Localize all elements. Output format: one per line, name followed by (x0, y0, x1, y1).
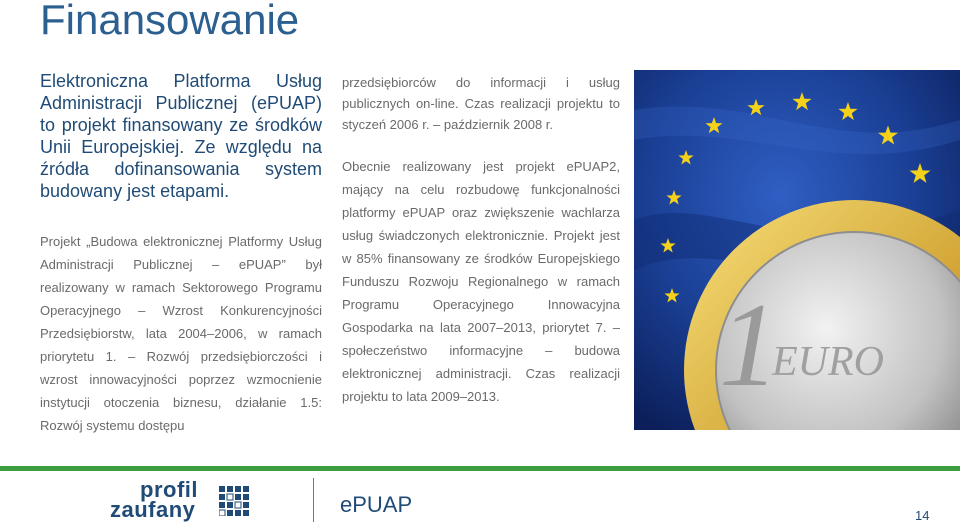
coin-word: EURO (772, 339, 884, 385)
coin-numeral: 1 (719, 278, 779, 411)
euro-coin-photo (634, 70, 960, 430)
pixel-grid-icon (219, 486, 249, 516)
logo-text-line2: zaufany (110, 497, 196, 522)
body-paragraph-continued: przedsiębiorców do informacji i usług publicznych on-line. Czas realizacji projektu to styczeń 2006 r. – październik 2008 r. (342, 75, 620, 132)
page-title: Finansowanie (40, 0, 300, 43)
eu-flag-illustration (634, 70, 960, 430)
footer-epuap-label: ePUAP (340, 492, 413, 517)
footer-vertical-divider (313, 478, 314, 522)
logo-text-line1: profil (140, 477, 198, 502)
body-paragraph-epuap2: Obecnie realizowany jest projekt ePUAP2, mający na celu rozbudowę funkcjonalności platformy ePUAP oraz zwiększenie wachlarza usług świadczonych elektronicznie. Projekt jest w 85% finansowany ze środków Europejskiego Funduszu Rozwoju Regionalnego w ramach Programu Operacyjnego Innowacyjna Gospodarka na lata 2007–2013, priorytet 7. – społeczeństwo informacyjne – budowa elektronicznej administracji. Czas realizacji projektu to lata 2009–2013. (342, 159, 620, 404)
profil-zaufany-logo[interactable] (110, 477, 250, 526)
body-text-left: Projekt „Budowa elektronicznej Platformy Usług Administracji Publicznej – ePUAP” był realizowany w ramach Sektorowego Programu Operacyjnego – Wzrost Konkurencyjności Przedsiębiorstw, lata 2004–2006, w ramach priorytetu 1. – Rozwój przedsiębiorczości i wzrost innowacyjności poprzez wzmocnienie instytucji otoczenia biznesu, działanie 1.5: Rozwój systemu dostępu (40, 234, 322, 433)
page-number: 14 (915, 508, 930, 523)
footer-divider-line (0, 466, 960, 471)
lead-paragraph: Elektroniczna Platforma Usług Administracji Publicznej (ePUAP) to projekt finansowany ze środków Unii Europejskiej. Ze względu na źródła dofinansowania system budowany jest etapami. (40, 71, 322, 201)
body-text-right (342, 72, 620, 408)
